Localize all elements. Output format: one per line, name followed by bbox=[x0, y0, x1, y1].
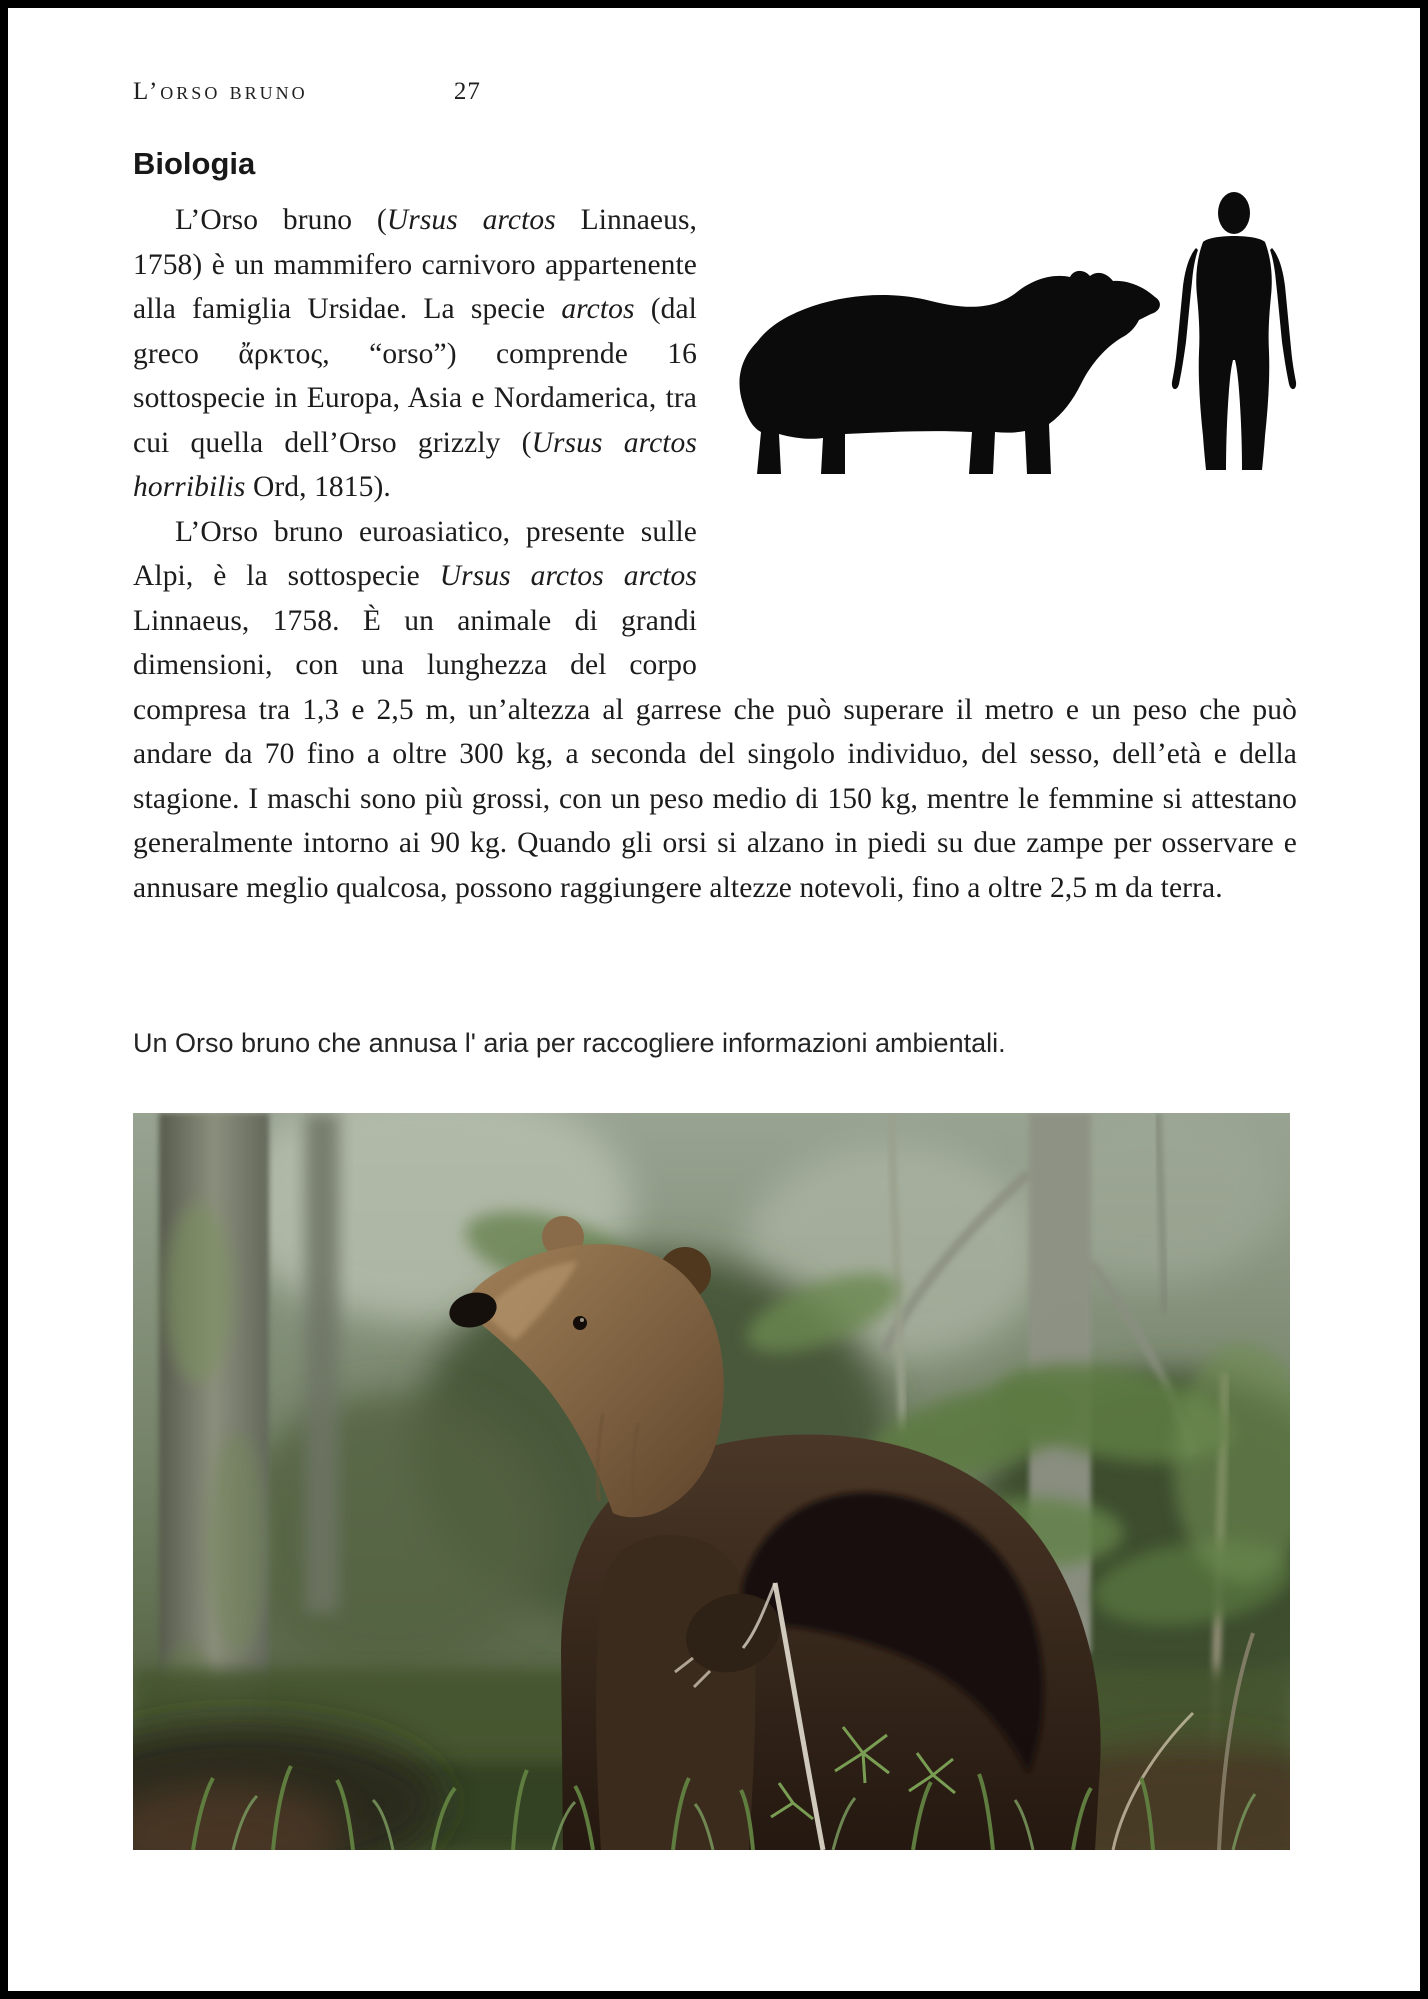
page-number: 27 bbox=[453, 78, 481, 105]
size-comparison-svg bbox=[727, 182, 1297, 482]
running-title: L’orso bruno bbox=[133, 78, 308, 105]
running-head bbox=[133, 78, 1305, 106]
brown-bear-silhouette-icon bbox=[739, 271, 1159, 474]
size-comparison-figure bbox=[697, 198, 1297, 644]
body-text bbox=[133, 198, 1297, 910]
photo-caption: Un Orso bruno che annusa l' aria per raccogliere informazioni ambientali. bbox=[133, 1028, 1006, 1058]
body-paragraph-2: L’Orso bruno euroasiatico, presente sulle Alpi, è la sottospecie Ursus arctos arctos Linnaeus, 1758. È un animale di grandi dimensioni, con una lunghezza del corpo compresa tra 1,3 e 2,5 m, un’altezza al garrese che può superare il metro e un peso che può andare da 70 fino a oltre 300 kg, a seconda del singolo individuo, del sesso, dell’età e della stagione. I maschi sono più grossi, con un peso medio di 150 kg, mentre le femmine si attestano generalmente intorno ai 90 kg. Quando gli orsi si alzano in piedi su due zampe per osservare e annusare meglio qualcosa, possono raggiungere altezze notevoli, fino a oltre 2,5 m da terra. bbox=[133, 515, 1297, 904]
human-silhouette-icon bbox=[1172, 192, 1296, 470]
bear-photo-svg bbox=[133, 1113, 1290, 1850]
section-heading: Biologia bbox=[133, 146, 256, 181]
bear-photo bbox=[133, 1113, 1290, 1850]
body-paragraph-1: L’Orso bruno (Ursus arctos Linnaeus, 1758) è un mammifero carnivoro appartenente alla famiglia Ursidae. La specie arctos (dal greco ἄρκτος, “orso”) comprende 16 sottospecie in Europa, Asia e Nordamerica, tra cui quella dell’Orso grizzly (Ursus arctos horribilis Ord, 1815). bbox=[133, 204, 697, 503]
book-page bbox=[8, 8, 1420, 1991]
